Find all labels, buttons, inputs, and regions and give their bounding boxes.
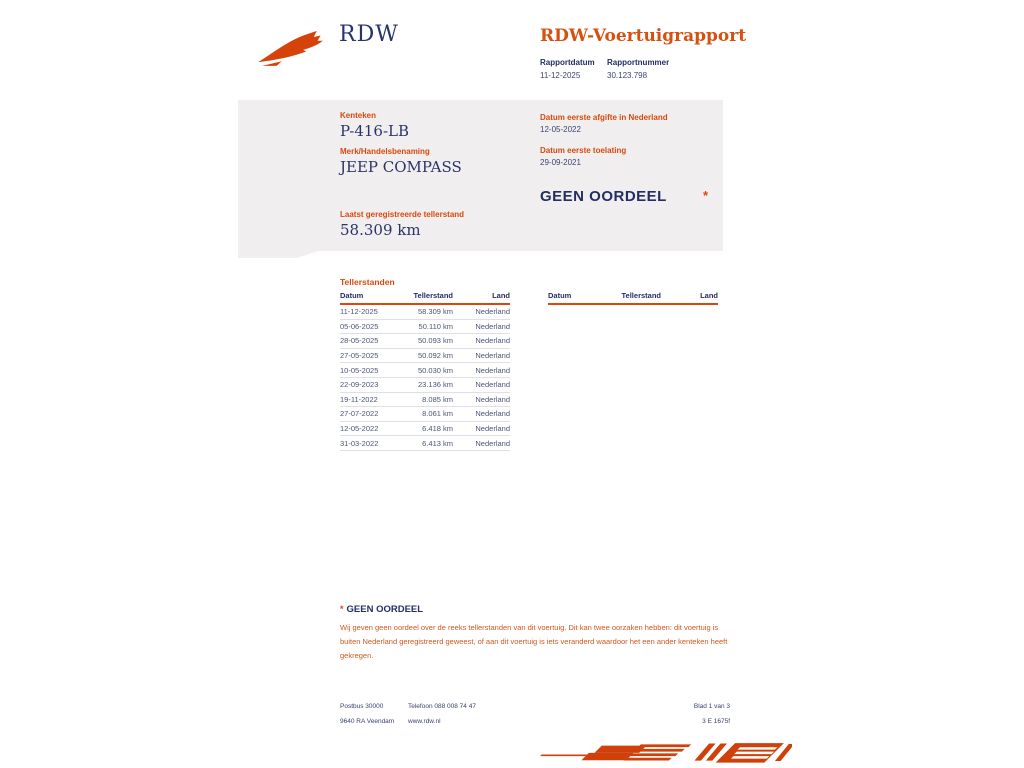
row-country: Nederland	[453, 363, 510, 378]
row-country: Nederland	[453, 304, 510, 319]
row-date: 12-05-2022	[340, 421, 400, 436]
toelating-group	[540, 146, 626, 167]
table-header-row	[548, 289, 718, 304]
kenteken-group	[340, 111, 409, 140]
rdw-stripes-graphic-icon	[540, 737, 792, 768]
row-country: Nederland	[453, 348, 510, 363]
footer-page-info	[630, 699, 730, 729]
table-row	[340, 348, 510, 363]
oordeel-value: GEEN OORDEEL	[540, 188, 667, 205]
row-odometer: 8.085 km	[400, 392, 453, 407]
table-row	[340, 334, 510, 349]
table-row	[340, 407, 510, 422]
odometer-label: Laatst geregistreerde tellerstand	[340, 210, 465, 219]
row-odometer: 6.418 km	[400, 421, 453, 436]
merk-value: JEEP COMPASS	[340, 158, 462, 176]
report-date-group	[540, 58, 595, 80]
report-title: RDW-Voertuigrapport	[540, 26, 747, 46]
afgifte-group	[540, 113, 668, 134]
footer-contact	[408, 699, 476, 729]
tellerstanden-table-right	[548, 289, 718, 305]
footnote-title-text: GEEN OORDEEL	[346, 604, 424, 615]
rdw-falcon-logo-icon	[256, 26, 332, 70]
row-date: 05-06-2025	[340, 319, 400, 334]
row-odometer: 50.030 km	[400, 363, 453, 378]
row-odometer: 6.413 km	[400, 436, 453, 451]
row-odometer: 58.309 km	[400, 304, 453, 319]
rdw-wordmark: RDW	[339, 22, 399, 47]
oordeel-asterisk: *	[703, 188, 709, 203]
col-land: Land	[453, 289, 510, 304]
footer-city: 9640 RA Veendam	[340, 718, 395, 725]
row-date: 27-07-2022	[340, 407, 400, 422]
merk-label: Merk/Handelsbenaming	[340, 147, 430, 156]
merk-group	[340, 147, 462, 176]
table-row	[340, 392, 510, 407]
afgifte-value: 12-05-2022	[540, 125, 581, 134]
report-number-value: 30.123.798	[607, 71, 648, 80]
odometer-value: 58.309 km	[340, 221, 421, 239]
row-date: 27-05-2025	[340, 348, 400, 363]
row-country: Nederland	[453, 436, 510, 451]
col-tellerstand: Tellerstand	[400, 289, 453, 304]
row-date: 31-03-2022	[340, 436, 400, 451]
row-odometer: 50.093 km	[400, 334, 453, 349]
table-row	[340, 363, 510, 378]
kenteken-label: Kenteken	[340, 111, 377, 120]
row-country: Nederland	[453, 421, 510, 436]
row-country: Nederland	[453, 319, 510, 334]
row-date: 22-09-2023	[340, 377, 400, 392]
table-header-row	[340, 289, 510, 304]
table-row	[340, 421, 510, 436]
row-country: Nederland	[453, 377, 510, 392]
row-country: Nederland	[453, 334, 510, 349]
footnote-title	[340, 604, 423, 615]
footer-postbus: Postbus 30000	[340, 703, 384, 710]
table-row	[340, 319, 510, 334]
col-datum: Datum	[340, 289, 400, 304]
table-row	[340, 377, 510, 392]
tellerstanden-table-left	[340, 289, 510, 451]
row-country: Nederland	[453, 392, 510, 407]
row-date: 11-12-2025	[340, 304, 400, 319]
col-land: Land	[661, 289, 718, 304]
report-date-value: 11-12-2025	[540, 71, 581, 80]
row-odometer: 50.092 km	[400, 348, 453, 363]
vehicle-panel-tab-shape	[238, 251, 318, 258]
report-date-label: Rapportdatum	[540, 58, 595, 67]
report-number-label: Rapportnummer	[607, 58, 670, 67]
row-odometer: 8.061 km	[400, 407, 453, 422]
footnote-text: Wij geven geen oordeel over de reeks tellerstanden van dit voertuig. Dit kan twee oorzaken hebben: dit voertuig is buiten Nederland geregistreerd geweest, of aan dit voertuig is iets veranderd waardoor het een ander kenteken heeft gekregen.	[340, 623, 728, 660]
toelating-value: 29-09-2021	[540, 158, 581, 167]
row-country: Nederland	[453, 407, 510, 422]
table-row	[340, 436, 510, 451]
toelating-label: Datum eerste toelating	[540, 146, 627, 155]
footer-phone: Telefoon 088 008 74 47	[408, 703, 476, 710]
row-odometer: 50.110 km	[400, 319, 453, 334]
odometer-group	[340, 210, 464, 239]
footer-website: www.rdw.nl	[408, 718, 441, 725]
col-datum: Datum	[548, 289, 608, 304]
row-date: 10-05-2025	[340, 363, 400, 378]
footer-form-code: 3 E 1675f	[702, 718, 730, 725]
kenteken-value: P-416-LB	[340, 122, 410, 140]
row-odometer: 23.136 km	[400, 377, 453, 392]
footer-page-indicator: Blad 1 van 3	[693, 703, 730, 710]
col-tellerstand: Tellerstand	[608, 289, 661, 304]
tellerstanden-table-body	[340, 304, 510, 450]
footer-address	[340, 699, 394, 729]
row-date: 28-05-2025	[340, 334, 400, 349]
table-row	[340, 304, 510, 319]
footnote-asterisk: *	[340, 604, 344, 614]
report-number-group	[607, 58, 669, 80]
afgifte-label: Datum eerste afgifte in Nederland	[540, 113, 668, 122]
tellerstanden-title: Tellerstanden	[340, 277, 395, 287]
row-date: 19-11-2022	[340, 392, 400, 407]
